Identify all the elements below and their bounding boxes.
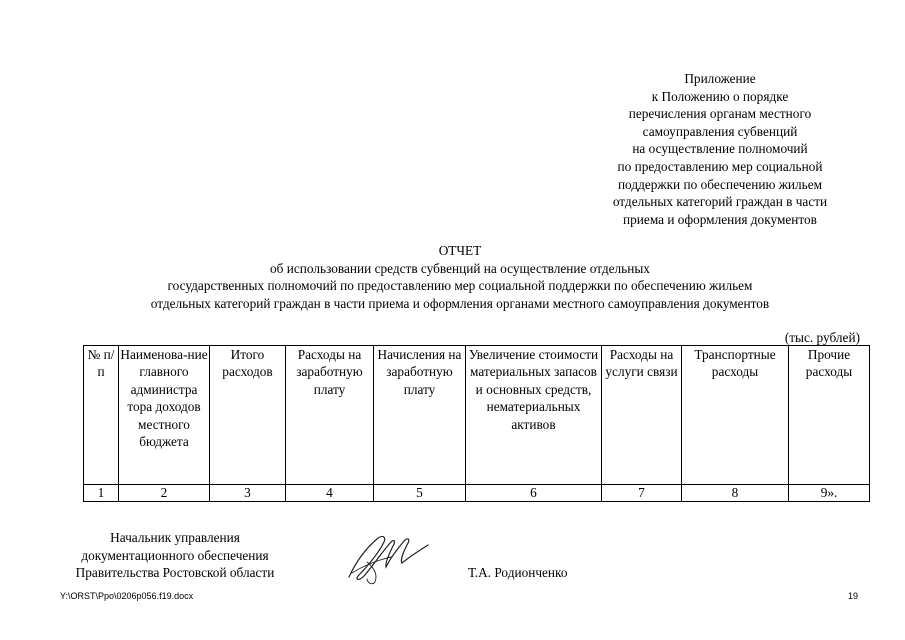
table-number-row	[84, 485, 870, 502]
number-cell: 6	[466, 485, 602, 502]
number-cell: 3	[210, 485, 286, 502]
header-cell-communication: Расходы на услуги связи	[602, 346, 682, 485]
report-subtitle-line: об использовании средств субвенций на осуществление отдельных	[270, 260, 650, 276]
appendix-line: Приложение	[684, 71, 756, 86]
number-cell: 7	[602, 485, 682, 502]
appendix-line: отдельных категорий граждан в части	[612, 194, 828, 210]
number-cell: 1	[84, 485, 119, 502]
units-note: (тыс. рублей)	[784, 330, 860, 345]
number-cell: 8	[682, 485, 789, 502]
signatory-name: Т.А. Родионченко	[468, 565, 568, 580]
handwritten-signature	[345, 530, 430, 586]
report-title-block	[60, 242, 860, 312]
header-cell-salary-accruals: Начисления на заработную плату	[374, 346, 466, 485]
appendix-line: приема и оформления документов	[623, 211, 817, 227]
number-cell: 9».	[789, 485, 870, 502]
number-cell: 4	[286, 485, 374, 502]
page-number: 19	[848, 591, 859, 601]
appendix-line: поддержки по обеспечению жильем	[617, 176, 823, 192]
position-line: Правительства Ростовской области	[75, 565, 275, 581]
appendix-line: самоуправления субвенций	[642, 123, 798, 139]
header-cell-number: № п/п	[84, 346, 119, 485]
header-cell-total: Итого расходов	[210, 346, 286, 485]
report-title: ОТЧЕТ	[438, 243, 482, 258]
header-cell-other: Прочие расходы	[789, 346, 870, 485]
header-cell-salary: Расходы на заработную плату	[286, 346, 374, 485]
position-line: Начальник управления	[110, 530, 240, 545]
appendix-line: по предоставлению мер социальной	[617, 158, 823, 174]
appendix-note	[560, 70, 880, 228]
position-line: документационного обеспечения	[81, 547, 269, 563]
number-cell: 2	[119, 485, 210, 502]
header-cell-assets: Увеличение стоимости материальных запасов и основных средств, нематериальных активов	[466, 346, 602, 485]
report-subtitle-line: государственных полномочий по предоставлению мер социальной поддержки по обеспечению жильем	[167, 278, 753, 294]
appendix-line: перечисления органам местного	[628, 106, 812, 122]
header-cell-administrator: Наименова-ние главного администра тора доходов местного бюджета	[119, 346, 210, 485]
report-table	[83, 345, 870, 502]
table-header-row	[84, 346, 870, 485]
number-cell: 5	[374, 485, 466, 502]
appendix-line: к Положению о порядке	[651, 88, 789, 104]
file-path: Y:\ORST\Ppo\0206p056.f19.docx	[60, 591, 194, 601]
appendix-line: на осуществление полномочий	[632, 141, 808, 157]
header-cell-transport: Транспортные расходы	[682, 346, 789, 485]
report-subtitle-line: отдельных категорий граждан в части приема и оформления органами местного самоуправления документов	[150, 295, 770, 311]
signatory-position	[60, 529, 290, 582]
